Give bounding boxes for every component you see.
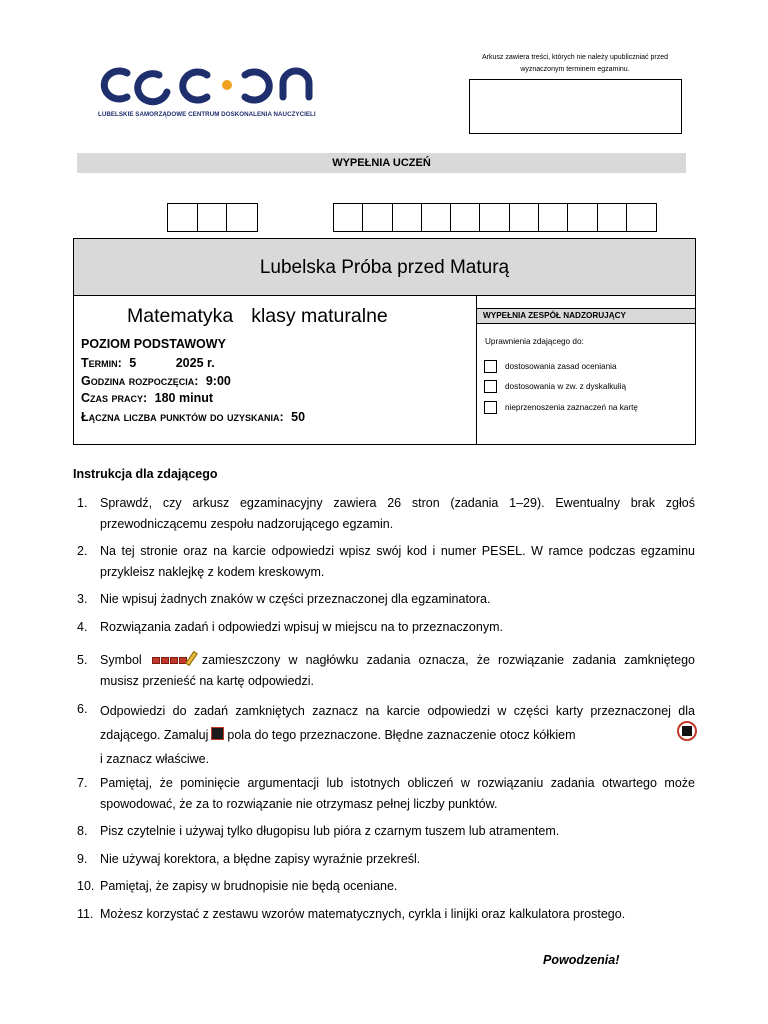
pencil-icon (185, 651, 198, 666)
instruction-item (77, 773, 695, 815)
item-number: 8. (77, 824, 88, 838)
instruction-item (77, 821, 695, 842)
term-year: 2025 r. (175, 356, 215, 370)
pesel-digit-box[interactable] (393, 204, 422, 231)
points-label: Łączna liczba punktów do uzyskania: (81, 410, 284, 424)
exam-duration (81, 391, 213, 405)
pesel-digit-box[interactable] (539, 204, 568, 231)
exam-points (81, 410, 305, 424)
item-text: Rozwiązania zadań i odpowiedzi wpisuj w miejscu na to przeznaczonym. (100, 620, 503, 634)
answer-square-icon (152, 657, 160, 664)
student-code-boxes[interactable] (167, 203, 258, 232)
lscdn-wordmark-graphic (97, 66, 319, 106)
item-number: 1. (77, 496, 88, 510)
subject-name: Matematyka (127, 305, 234, 327)
exam-start (81, 374, 231, 388)
lscdn-logo (97, 66, 319, 122)
instruction-item (77, 876, 695, 897)
duration-label: Czas pracy: (81, 391, 148, 405)
option-label: dostosowania zasad oceniania (505, 362, 617, 371)
item-text (100, 650, 695, 692)
item-number: 5. (77, 653, 88, 667)
instruction-item (77, 650, 695, 692)
filled-square-icon (211, 727, 224, 740)
pesel-digit-box[interactable] (568, 204, 597, 231)
subject-line (127, 305, 388, 328)
pesel-digit-box[interactable] (510, 204, 539, 231)
checkbox[interactable] (484, 380, 497, 393)
instruction-item (77, 617, 695, 638)
item-text-rest: zamieszczony w nagłówku zadania oznacza, że rozwiązanie zadania zamkniętego musisz przenieść na kartę odpowiedzi. (100, 653, 695, 688)
start-label: Godzina rozpoczęcia: (81, 374, 199, 388)
option-label: dostosowania w zw. z dyskalkulią (505, 382, 627, 391)
logo-subtitle: LUBELSKIE SAMORZĄDOWE CENTRUM DOSKONALENIA NAUCZYCIELI (98, 111, 316, 118)
exam-level: POZIOM PODSTAWOWY (81, 337, 226, 351)
item-number: 6. (77, 702, 88, 716)
answer-square-icon (170, 657, 178, 664)
code-digit-box[interactable] (168, 204, 198, 231)
checkbox[interactable] (484, 401, 497, 414)
term-value: 5 (129, 356, 137, 370)
instruction-item (77, 493, 695, 535)
pesel-digit-box[interactable] (334, 204, 363, 231)
duration-value: 180 minut (154, 391, 214, 405)
pesel-digit-box[interactable] (598, 204, 627, 231)
instruction-item (77, 589, 695, 610)
team-header: WYPEŁNIA ZESPÓŁ NADZORUJĄCY (477, 308, 695, 324)
pesel-digit-box[interactable] (627, 204, 656, 231)
item-number: 7. (77, 776, 88, 790)
option-no-transfer[interactable] (484, 401, 638, 414)
item-text (100, 699, 695, 771)
item-text: Sprawdź, czy arkusz egzaminacyjny zawiera 26 stron (zadania 1–29). Ewentualny brak zgłoś przewodniczącemu zespołu nadzorującego egzamin. (100, 496, 695, 531)
symbol-prefix: Symbol (100, 653, 142, 667)
instruction-item (77, 849, 695, 870)
option-dyscalculia[interactable] (484, 380, 626, 393)
instruction-item (77, 699, 695, 771)
team-subheader: Uprawnienia zdającego do: (485, 337, 584, 346)
start-value: 9:00 (205, 374, 231, 388)
transfer-answer-icon (152, 654, 200, 668)
code-digit-box[interactable] (198, 204, 228, 231)
pesel-digit-box[interactable] (363, 204, 392, 231)
item-text-end: i zaznacz właściwe. (100, 752, 210, 766)
instruction-item (77, 541, 695, 583)
exam-info-frame (73, 238, 696, 445)
item-number: 2. (77, 544, 88, 558)
item-text-start: Odpowiedzi do zadań zamkniętych zaznacz na karcie odpowiedzi w części karty przeznaczonej dla zdającego. Zamaluj (100, 704, 695, 742)
good-luck-text: Powodzenia! (543, 953, 620, 967)
item-number: 3. (77, 592, 88, 606)
item-text: Na tej stronie oraz na karcie odpowiedzi wpisz swój kod i numer PESEL. W ramce podczas egzaminu przykleisz naklejkę z kodem kreskowym. (100, 544, 695, 579)
option-label: nieprzenoszenia zaznaczeń na kartę (505, 403, 638, 412)
item-text: Pamiętaj, że zapisy w brudnopisie nie będą oceniane. (100, 879, 398, 893)
pesel-digit-box[interactable] (422, 204, 451, 231)
exam-title: Lubelska Próba przed Maturą (74, 239, 695, 296)
item-text: Możesz korzystać z zestawu wzorów matematycznych, cyrkla i linijki oraz kalkulatora prostego. (100, 907, 626, 921)
checkbox[interactable] (484, 360, 497, 373)
answer-square-icon (161, 657, 169, 664)
item-text: Nie używaj korektora, a błędne zapisy wyraźnie przekreśl. (100, 852, 421, 866)
instructions-heading: Instrukcja dla zdającego (73, 467, 218, 481)
option-scoring-adjustment[interactable] (484, 360, 617, 373)
confidentiality-notice: Arkusz zawiera treści, których nie należy upubliczniać przed wyznaczonym terminem egzaminu. (482, 54, 668, 73)
instruction-item (77, 904, 695, 925)
item-number: 10. (77, 879, 95, 893)
barcode-sticker-box (469, 79, 682, 134)
pesel-boxes[interactable] (333, 203, 657, 232)
pesel-digit-box[interactable] (480, 204, 509, 231)
item-text: Pisz czytelnie i używaj tylko długopisu lub pióra z czarnym tuszem lub atramentem. (100, 824, 560, 838)
term-label: Termin: (81, 356, 122, 370)
item-text-middle: pola do tego przeznaczone. Błędne zaznaczenie otocz kółkiem (227, 728, 576, 742)
item-number: 4. (77, 620, 88, 634)
item-text: Nie wpisuj żadnych znaków w części przeznaczonej dla egzaminatora. (100, 592, 491, 606)
points-value: 50 (291, 410, 306, 424)
item-number: 9. (77, 852, 88, 866)
item-text: Pamiętaj, że pominięcie argumentacji lub istotnych obliczeń w rozwiązaniu zadania otwartego może spowodować, że za to rozwiązanie nie otrzymasz pełnej liczby punktów. (100, 776, 695, 811)
pesel-digit-box[interactable] (451, 204, 480, 231)
subject-audience: klasy maturalne (251, 305, 388, 327)
exam-term (81, 356, 215, 370)
item-number: 11. (77, 907, 94, 921)
code-digit-box[interactable] (227, 204, 257, 231)
student-fill-bar: WYPEŁNIA UCZEŃ (77, 153, 686, 173)
circled-square-icon (677, 721, 697, 741)
